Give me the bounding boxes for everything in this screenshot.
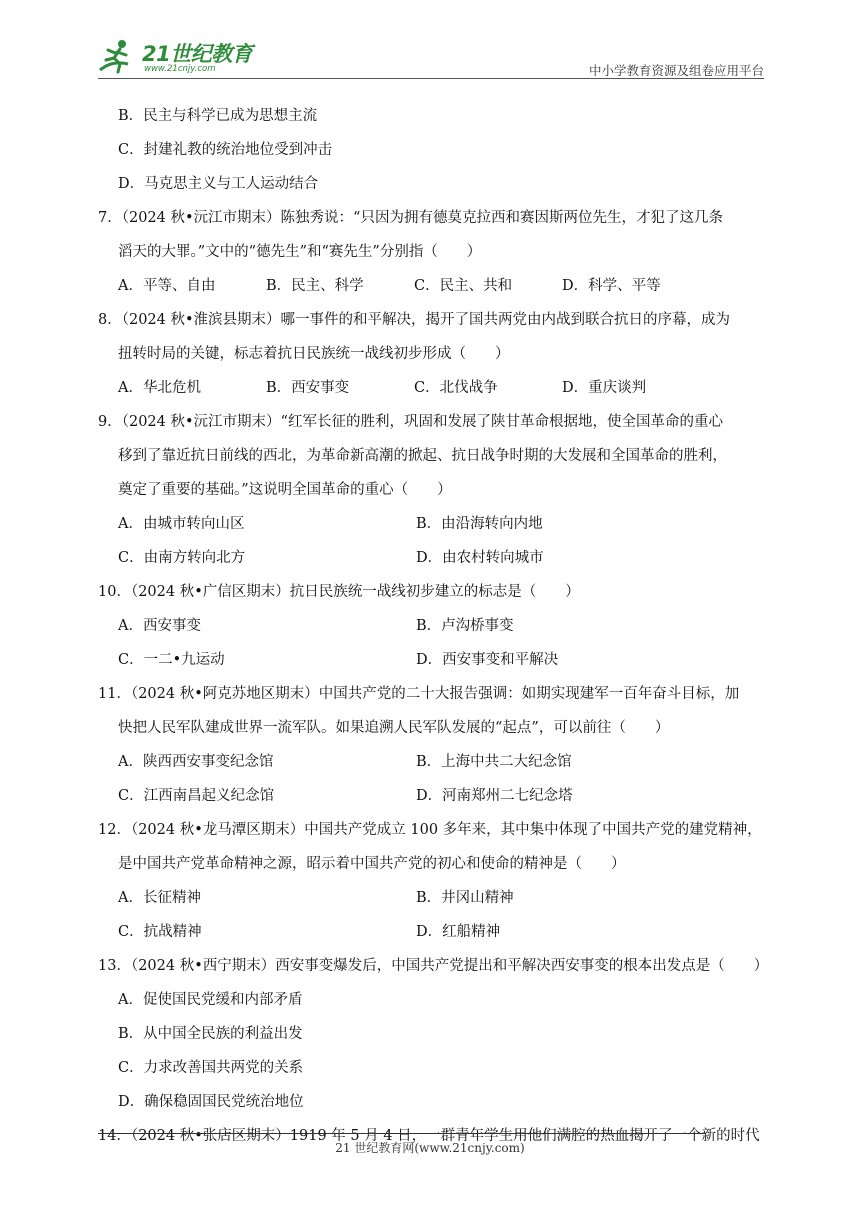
option-a: A．华北危机 [118,380,201,396]
option-c: C．北伐战争 [414,380,498,396]
option-a: A．长征精神 [118,890,201,906]
platform-name: 中小学教育资源及组卷应用平台 [588,63,764,78]
question-8-options [98,372,766,406]
site-logo[interactable] [98,34,268,78]
question-7-line-2: 滔天的大罪。”文中的“德先生”和“赛先生”分别指（ ） [118,244,482,260]
option-a: A．促使国民党缓和内部矛盾 [118,992,303,1008]
header-divider [98,78,764,79]
question-7-options [98,270,766,304]
option-a: A．由城市转向山区 [118,516,245,532]
question-11-line-2: 快把人民军队建成世界一流军队。如果追溯人民军队发展的“起点”，可以前往（ ） [118,720,670,736]
question-9-options-row-1 [98,508,766,542]
option-b: B．民主、科学 [266,278,364,294]
question-12-line-2: 是中国共产党革命精神之源，昭示着中国共产党的初心和使命的精神是（ ） [118,856,626,872]
option-b: B．民主与科学已成为思想主流 [118,108,318,124]
option-b: B．井冈山精神 [416,890,514,906]
question-11-options-row-1 [98,746,766,780]
option-d: D．重庆谈判 [562,380,647,396]
question-9-line-2: 移到了靠近抗日前线的西北，为革命新高潮的掀起、抗日战争时期的大发展和全国革命的胜利， [118,448,727,464]
question-9-options-row-2 [98,542,766,576]
question-10-line-1: 10．（2024 秋•广信区期末）抗日民族统一战线初步建立的标志是（ ） [98,584,580,600]
question-13-line-1: 13．（2024 秋•西宁期末）西安事变爆发后，中国共产党提出和平解决西安事变的根本出发点是（ ） [98,958,769,974]
option-b: B．西安事变 [266,380,350,396]
option-a: A．西安事变 [118,618,201,634]
option-b: B．从中国全民族的利益出发 [118,1026,303,1042]
option-a: A．平等、自由 [118,278,216,294]
question-10-options-row-1 [98,610,766,644]
question-9-line-3: 奠定了重要的基础。”这说明全国革命的重心（ ） [118,482,452,498]
option-c: C．由南方转向北方 [118,550,246,566]
option-c: C．抗战精神 [118,924,202,940]
question-14-line-1: 14．（2024 秋•张店区期末）1919 年 5 月 4 日，一群青年学生用他们满腔的热血揭开了一个新的时代 [98,1128,760,1144]
option-d: D．马克思主义与工人运动结合 [118,176,319,192]
question-8-line-2: 扭转时局的关键，标志着抗日民族统一战线初步形成（ ） [118,346,510,362]
option-d: D．确保稳固国民党统治地位 [118,1094,304,1110]
option-c: C．江西南昌起义纪念馆 [118,788,275,804]
question-9-line-1: 9．（2024 秋•沅江市期末）“红军长征的胜利，巩固和发展了陕甘革命根据地，使全国革命的重心 [98,414,723,430]
question-7-line-1: 7．（2024 秋•沅江市期末）陈独秀说：“只因为拥有德莫克拉西和赛因斯两位先生，才犯了这几条 [98,210,723,226]
option-d: D．科学、平等 [562,278,661,294]
option-b: B．上海中共二大纪念馆 [416,754,572,770]
option-d: D．由农村转向城市 [416,550,544,566]
logo-title: 21世纪教育 [142,42,253,66]
option-c: C．力求改善国共两党的关系 [118,1060,304,1076]
running-figure-logo-icon [98,38,138,74]
question-12-options-row-2 [98,916,766,950]
option-b: B．卢沟桥事变 [416,618,514,634]
footer-divider [98,1133,706,1134]
question-list [98,100,769,1154]
question-12-options-row-1 [98,882,766,916]
question-8-line-1: 8．（2024 秋•淮滨县期末）哪一事件的和平解决，揭开了国共两党由内战到联合抗日的序幕，成为 [98,312,731,328]
logo-url: www.21cnjy.com [144,64,216,74]
option-c: C．民主、共和 [414,278,513,294]
question-12-line-1: 12．（2024 秋•龙马潭区期末）中国共产党成立 100 多年来，其中集中体现了中国共产党的建党精神， [98,822,762,838]
question-11-line-1: 11．（2024 秋•阿克苏地区期末）中国共产党的二十大报告强调：如期实现建军一百年奋斗目标，加 [98,686,740,702]
option-d: D．河南郑州二七纪念塔 [416,788,573,804]
option-c: C．封建礼教的统治地位受到冲击 [118,142,333,158]
option-b: B．由沿海转向内地 [416,516,543,532]
question-11-options-row-2 [98,780,766,814]
option-d: D．西安事变和平解决 [416,652,559,668]
option-d: D．红船精神 [416,924,501,940]
question-10-options-row-2 [98,644,766,678]
option-a: A．陕西西安事变纪念馆 [118,754,274,770]
option-c: C．一二•九运动 [118,652,225,668]
page-footer[interactable]: 21 世纪教育网(www.21cnjy.com) [335,1141,525,1155]
page-header [98,34,764,78]
